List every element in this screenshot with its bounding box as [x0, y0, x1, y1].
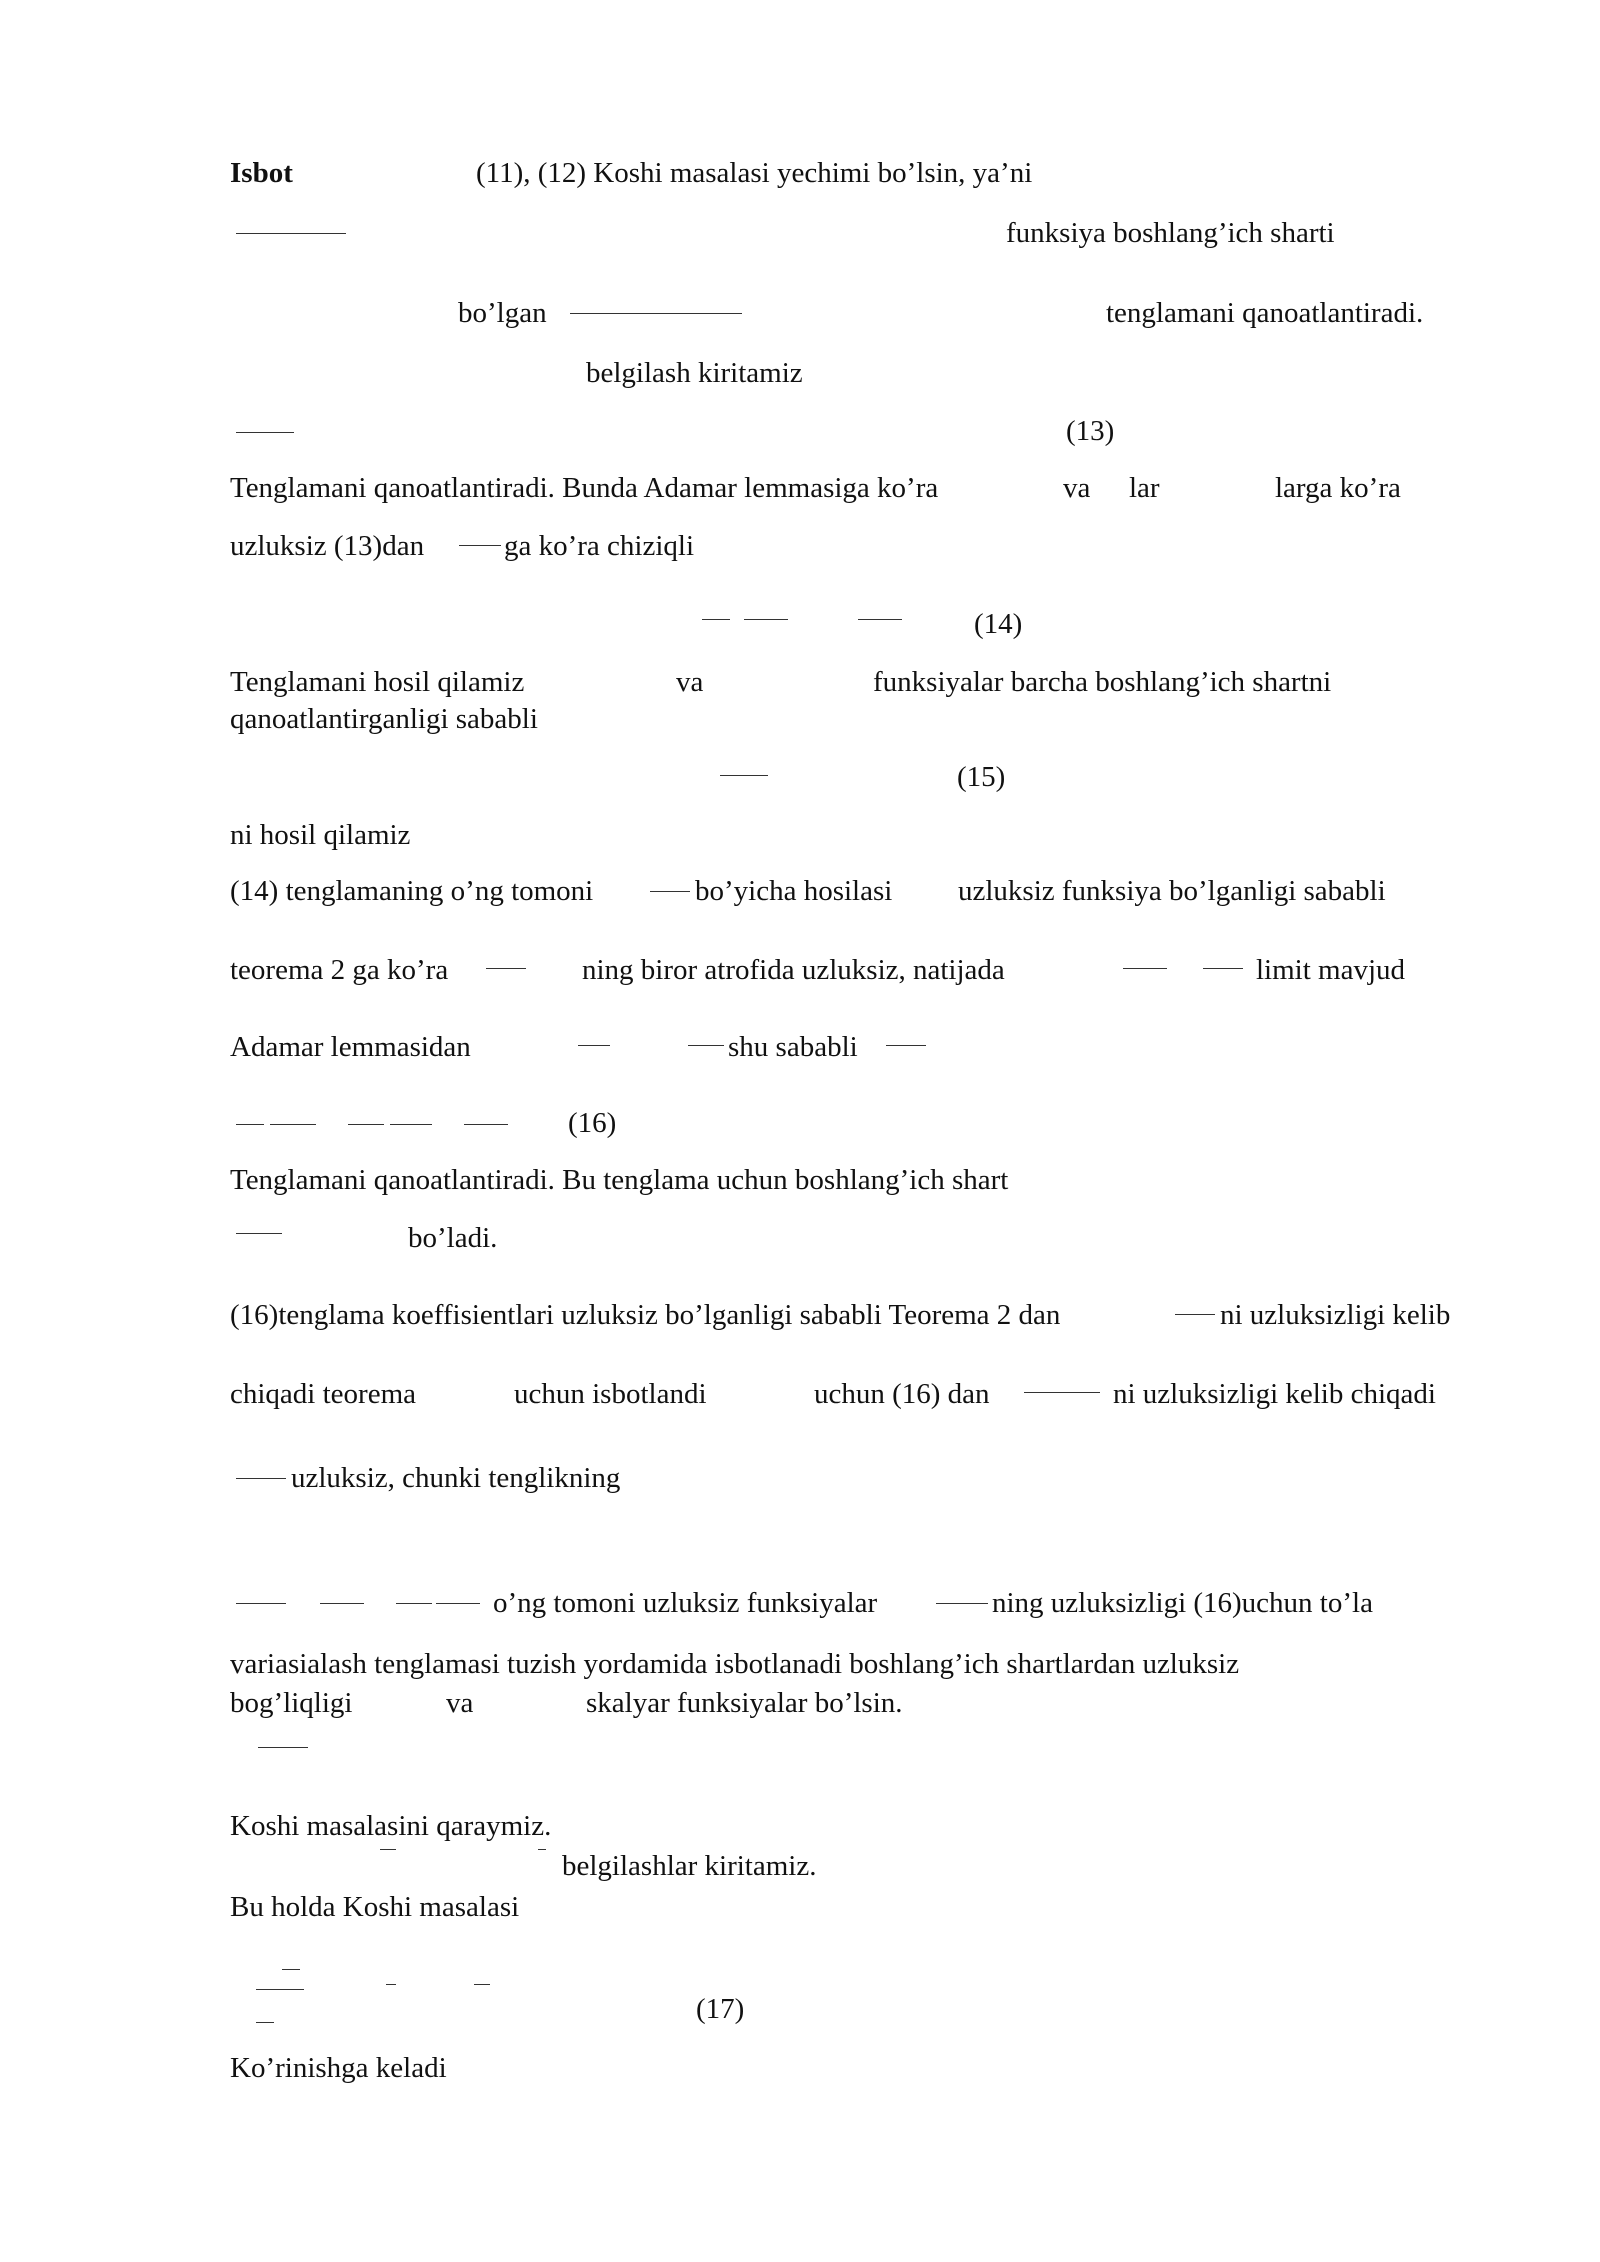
- fraction-bar: [570, 313, 742, 314]
- fraction-bar: [688, 1045, 724, 1046]
- text-line: o’ng tomoni uzluksiz funksiyalar: [493, 1587, 878, 1619]
- fraction-bar: [578, 1045, 610, 1046]
- text-line: tenglamani qanoatlantiradi.: [1106, 297, 1424, 329]
- fraction-bar: [236, 1603, 286, 1604]
- text-line: variasialash tenglamasi tuzish yordamida isbotlanadi boshlang’ich shartlardan uzluksiz: [230, 1648, 1240, 1680]
- fraction-bar: [720, 775, 768, 776]
- fraction-bar: [270, 1124, 316, 1125]
- fraction-bar: [936, 1603, 988, 1604]
- text-line: va: [676, 666, 704, 698]
- text-line: funksiya boshlang’ich sharti: [1006, 217, 1335, 249]
- text-line: Bu holda Koshi masalasi: [230, 1891, 520, 1923]
- fraction-bar: [236, 1478, 286, 1479]
- text-line: ni hosil qilamiz: [230, 819, 411, 851]
- fraction-bar: [236, 233, 346, 234]
- fraction-bar: [744, 619, 788, 620]
- fraction-bar: [464, 1124, 508, 1125]
- text-line: shu sababli: [728, 1031, 858, 1063]
- text-line: ni uzluksizligi kelib chiqadi: [1113, 1378, 1436, 1410]
- text-line: Tenglamani qanoatlantiradi. Bunda Adamar lemmasiga ko’ra: [230, 472, 939, 504]
- fraction-bar: [886, 1045, 926, 1046]
- text-line: uzluksiz, chunki tenglikning: [291, 1462, 621, 1494]
- text-line: funksiyalar barcha boshlang’ich shartni: [873, 666, 1332, 698]
- fraction-bar: [1203, 968, 1243, 969]
- fraction-bar: [390, 1124, 432, 1125]
- text-line: Tenglamani qanoatlantiradi. Bu tenglama uchun boshlang’ich shart: [230, 1164, 1009, 1196]
- text-line: (11), (12) Koshi masalasi yechimi bo’lsin, ya’ni: [476, 157, 1033, 189]
- fraction-bar: [858, 619, 902, 620]
- text-line: va: [1063, 472, 1091, 504]
- fraction-bar: [396, 1603, 432, 1604]
- equation-number: (13): [1066, 415, 1115, 447]
- equation-number: (16): [568, 1107, 617, 1139]
- fraction-bar: [320, 1603, 364, 1604]
- text-line: bog’liqligi: [230, 1687, 353, 1719]
- text-line: Ko’rinishga keladi: [230, 2052, 447, 2084]
- text-line: limit mavjud: [1256, 954, 1406, 986]
- text-line: ning biror atrofida uzluksiz, natijada: [582, 954, 1005, 986]
- fraction-bar: [380, 1849, 396, 1850]
- fraction-bar: [386, 1984, 396, 1985]
- text-line: Tenglamani hosil qilamiz: [230, 666, 525, 698]
- equation-number: (14): [974, 608, 1023, 640]
- proof-heading: Isbot: [230, 157, 293, 189]
- equation-number: (17): [696, 1993, 745, 2025]
- text-line: bo’yicha hosilasi: [695, 875, 893, 907]
- text-line: skalyar funksiyalar bo’lsin.: [586, 1687, 903, 1719]
- fraction-bar: [256, 2022, 274, 2023]
- text-line: va: [446, 1687, 474, 1719]
- text-line: uzluksiz funksiya bo’lganligi sababli: [958, 875, 1386, 907]
- text-line: bo’ladi.: [408, 1222, 498, 1254]
- text-line: teorema 2 ga ko’ra: [230, 954, 449, 986]
- text-line: uzluksiz (13)dan: [230, 530, 425, 562]
- fraction-bar: [236, 1233, 282, 1234]
- fraction-bar: [538, 1849, 546, 1850]
- fraction-bar: [1024, 1392, 1100, 1393]
- text-line: ning uzluksizligi (16)uchun to’la: [992, 1587, 1373, 1619]
- fraction-bar: [256, 1989, 304, 1990]
- text-line: chiqadi teorema: [230, 1378, 416, 1410]
- fraction-bar: [348, 1124, 384, 1125]
- text-line: larga ko’ra: [1275, 472, 1401, 504]
- text-line: ga ko’ra chiziqli: [504, 530, 695, 562]
- fraction-bar: [258, 1747, 308, 1748]
- text-line: Adamar lemmasidan: [230, 1031, 471, 1063]
- fraction-bar: [474, 1984, 490, 1985]
- text-line: (14) tenglamaning o’ng tomoni: [230, 875, 594, 907]
- fraction-bar: [236, 432, 294, 433]
- fraction-bar: [486, 968, 526, 969]
- text-line: lar: [1129, 472, 1160, 504]
- fraction-bar: [236, 1124, 264, 1125]
- text-line: (16)tenglama koeffisientlari uzluksiz bo’lganligi sababli Teorema 2 dan: [230, 1299, 1061, 1331]
- text-line: belgilashlar kiritamiz.: [562, 1850, 817, 1882]
- fraction-bar: [1123, 968, 1167, 969]
- text-line: bo’lgan: [458, 297, 547, 329]
- text-line: ni uzluksizligi kelib: [1220, 1299, 1451, 1331]
- fraction-bar: [282, 1969, 300, 1970]
- fraction-bar: [650, 891, 690, 892]
- fraction-bar: [436, 1603, 480, 1604]
- fraction-bar: [702, 619, 730, 620]
- text-line: belgilash kiritamiz: [586, 357, 803, 389]
- text-line: uchun (16) dan: [814, 1378, 990, 1410]
- text-line: uchun isbotlandi: [514, 1378, 707, 1410]
- fraction-bar: [459, 545, 501, 546]
- equation-number: (15): [957, 761, 1006, 793]
- text-line: qanoatlantirganligi sababli: [230, 703, 538, 735]
- text-line: Koshi masalasini qaraymiz.: [230, 1810, 552, 1842]
- fraction-bar: [1175, 1314, 1215, 1315]
